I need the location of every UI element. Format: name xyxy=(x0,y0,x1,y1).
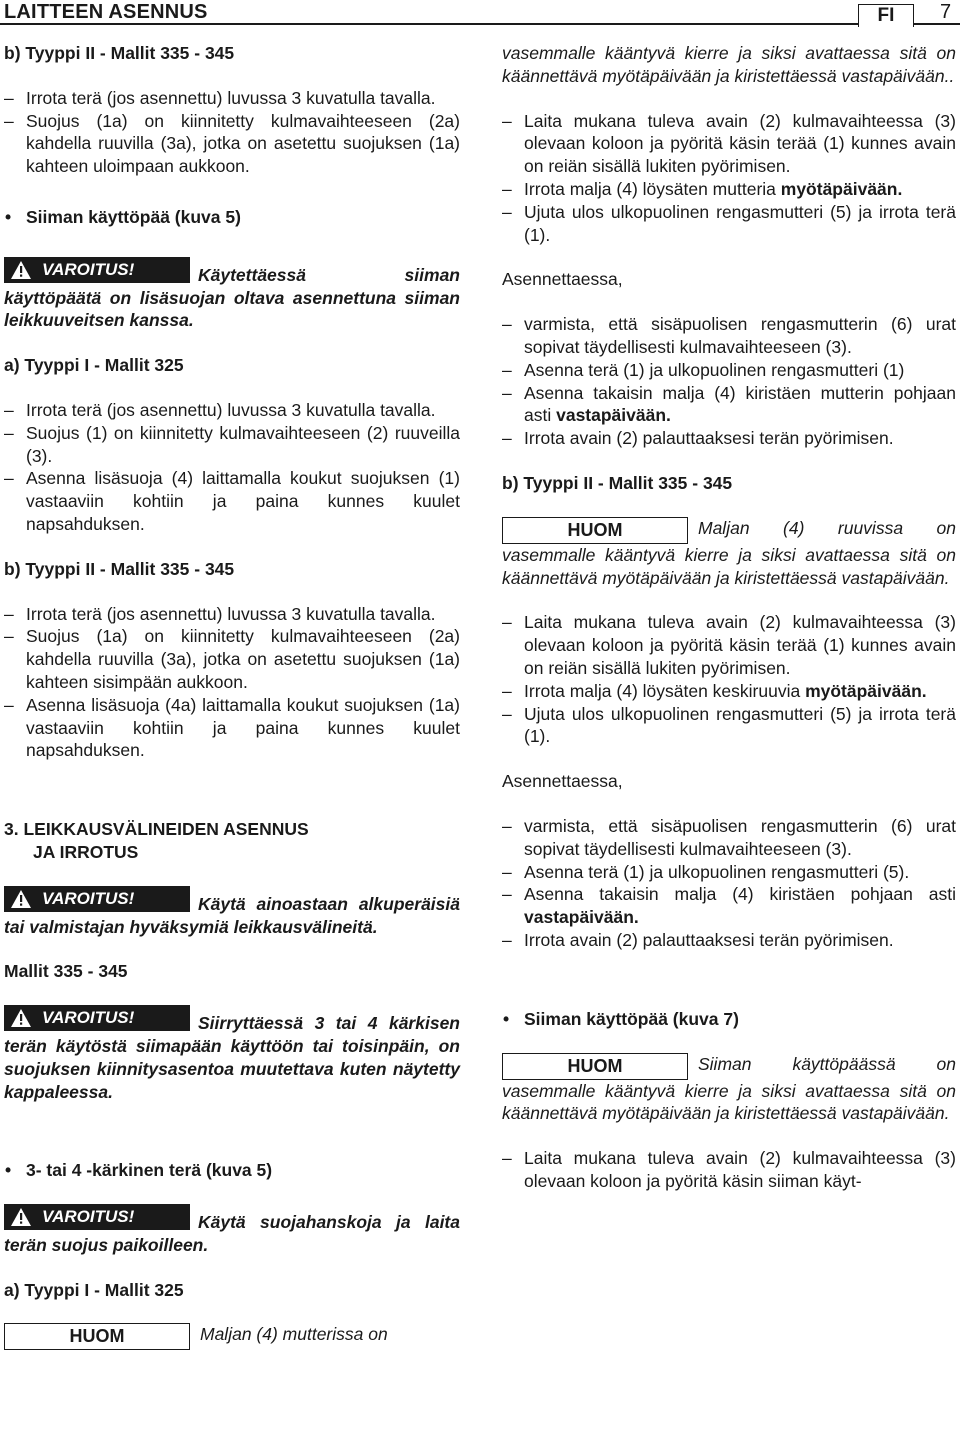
list-item-emphasis: vastapäivään. xyxy=(524,907,639,928)
list-item: – Suojus (1) on kiinnitetty kulmavaihteeseen (2) ruuveilla (3). xyxy=(4,422,460,468)
page-number: 7 xyxy=(940,1,952,23)
list-item xyxy=(502,178,956,201)
list-item: – varmista, että sisäpuolisen rengasmutterin (6) urat sopivat täydellisesti kulmavaihteeseen (3). xyxy=(502,815,956,861)
list-item xyxy=(502,680,956,703)
warning-note xyxy=(4,886,460,939)
chapter-heading-line: JA IRROTUS xyxy=(33,841,139,862)
warning-text: Käytä suojahanskoja ja laita terän suojus paikoilleen. xyxy=(4,1212,460,1255)
note-text: Siiman käyttöpäässä on vasemmalle kääntyvä kierre ja siksi avattaessa sitä on käännettävä myötäpäivään ja kiristettäessä vastapäivään. xyxy=(502,1053,956,1124)
note-text: Maljan (4) mutterissa on xyxy=(200,1324,388,1345)
warning-badge xyxy=(4,1204,190,1230)
warning-triangle-icon xyxy=(10,1207,32,1227)
page-header xyxy=(0,0,960,25)
bullet-heading: • 3- tai 4 -kärkinen terä (kuva 5) xyxy=(4,1159,460,1182)
section-heading: b) Tyyppi II - Mallit 335 - 345 xyxy=(4,558,235,579)
list-item: – Asenna terä (1) ja ulkopuolinen rengasmutteri (1) xyxy=(502,359,956,382)
list-item: – Laita mukana tuleva avain (2) kulmavaihteessa (3) olevaan koloon ja pyöritä käsin siiman käyt- xyxy=(502,1147,956,1193)
list-item: – varmista, että sisäpuolisen rengasmutterin (6) urat sopivat täydellisesti kulmavaihteeseen (3). xyxy=(502,313,956,359)
list-item: – Asenna lisäsuoja (4a) laittamalla koukut suojuksen (1a) vastaaviin kohtiin ja paina kunnes kuulet napsahduksen. xyxy=(4,694,460,762)
warning-text: Käytä ainoastaan alkuperäisiä tai valmistajan hyväksymiä leikkausvälineitä. xyxy=(4,893,460,937)
chapter-heading-line: 3. LEIKKAUSVÄLINEIDEN ASENNUS xyxy=(4,819,309,840)
list-item-emphasis: vastapäivään. xyxy=(556,405,671,426)
list-item: – Irrota terä (jos asennettu) luvussa 3 kuvatulla tavalla. xyxy=(4,87,460,110)
note-badge: HUOM xyxy=(502,1053,688,1080)
note-continuation: vasemmalle kääntyvä kierre ja siksi avattaessa sitä on käännettävä myötäpäivään ja kiristettäessä vastapäivään.. xyxy=(502,43,956,86)
warning-badge xyxy=(4,1005,190,1031)
list-item-text: Asenna takaisin malja (4) kiristäen mutterin pohjaan asti xyxy=(524,382,956,426)
warning-triangle-icon xyxy=(10,1008,32,1028)
warning-label: VAROITUS! xyxy=(42,259,135,279)
left-column xyxy=(4,42,460,1350)
warning-note xyxy=(4,1204,460,1257)
language-badge: FI xyxy=(858,4,914,27)
section-heading: a) Tyyppi I - Mallit 325 xyxy=(4,355,184,376)
list-item: – Ujuta ulos ulkopuolinen rengasmutteri (5) ja irrota terä (1). xyxy=(502,703,956,749)
warning-note xyxy=(4,257,460,332)
list-item xyxy=(502,382,956,428)
warning-label: VAROITUS! xyxy=(42,1008,135,1028)
list-item: – Laita mukana tuleva avain (2) kulmavaihteessa (3) olevaan koloon ja pyöritä käsin terää (1) kunnes avain on reiän sisällä lukiten pyörimisen. xyxy=(502,110,956,178)
page-title: LAITTEEN ASENNUS xyxy=(4,1,208,23)
warning-triangle-icon xyxy=(10,889,32,909)
list-item xyxy=(502,883,956,929)
chapter-heading xyxy=(4,818,460,864)
warning-text: Siirryttäessä 3 tai 4 kärkisen terän käytöstä siimapään käyttöön tai toisinpäin, on suojuksen kiinnitysasentoa muutettava kuten näytetty kappaleessa. xyxy=(4,1013,460,1102)
list-item: – Asenna lisäsuoja (4) laittamalla koukut suojuksen (1) vastaaviin kohtiin ja paina kunnes kuulet napsahduksen. xyxy=(4,467,460,535)
list-item-text: Irrota malja (4) löysäten keskiruuvia xyxy=(524,680,806,701)
note-text: Maljan (4) ruuvissa on vasemmalle kääntyvä kierre ja siksi avattaessa sitä on käännettävä myötäpäivään ja kiristettäessä vastapäivään. xyxy=(502,517,956,588)
note-badge: HUOM xyxy=(502,517,688,544)
paragraph: Asennettaessa, xyxy=(502,771,623,792)
list-item-text: Irrota malja (4) löysäten mutteria xyxy=(524,178,781,199)
warning-badge xyxy=(4,257,190,283)
bullet-heading: • Siiman käyttöpää (kuva 5) xyxy=(4,206,460,229)
list-item: – Irrota terä (jos asennettu) luvussa 3 kuvatulla tavalla. xyxy=(4,399,460,422)
list-item: – Suojus (1a) on kiinnitetty kulmavaihteeseen (2a) kahdella ruuvilla (3a), jotka on asetettu suojuksen (1a) kahteen uloimpaan aukkoon. xyxy=(4,110,460,178)
warning-label: VAROITUS! xyxy=(42,1207,135,1227)
bullet-heading: • Siiman käyttöpää (kuva 7) xyxy=(502,1008,956,1031)
list-item: – Suojus (1a) on kiinnitetty kulmavaihteeseen (2a) kahdella ruuvilla (3a), jotka on asetettu suojuksen (1a) kahteen sisimpään aukkoon. xyxy=(4,625,460,693)
note xyxy=(4,1323,460,1350)
paragraph: Asennettaessa, xyxy=(502,269,623,290)
list-item: – Ujuta ulos ulkopuolinen rengasmutteri (5) ja irrota terä (1). xyxy=(502,201,956,247)
list-item: – Laita mukana tuleva avain (2) kulmavaihteessa (3) olevaan koloon ja pyöritä käsin terää (1) kunnes avain on reiän sisällä lukiten pyörimisen. xyxy=(502,611,956,679)
note xyxy=(502,517,956,590)
list-item: – Irrota terä (jos asennettu) luvussa 3 kuvatulla tavalla. xyxy=(4,603,460,626)
warning-label: VAROITUS! xyxy=(42,888,135,908)
section-heading: a) Tyyppi I - Mallit 325 xyxy=(4,1279,184,1300)
list-item-emphasis: myötäpäivään. xyxy=(805,680,927,701)
list-item-emphasis: myötäpäivään. xyxy=(780,178,903,199)
warning-text: Käytettäessä siiman käyttöpäätä on lisäsuojan oltava asennettuna siiman leikkuuveitsen kanssa. xyxy=(4,264,460,331)
warning-triangle-icon xyxy=(10,260,32,280)
warning-note xyxy=(4,1005,460,1103)
list-item: – Irrota avain (2) palauttaaksesi terän pyörimisen. xyxy=(502,929,956,952)
section-heading: b) Tyyppi II - Mallit 335 - 345 xyxy=(4,43,235,63)
list-item-text: Asenna takaisin malja (4) kiristäen pohjaan asti xyxy=(524,884,956,905)
list-item: – Irrota avain (2) palauttaaksesi terän pyörimisen. xyxy=(502,427,956,450)
list-item: – Asenna terä (1) ja ulkopuolinen rengasmutteri (5). xyxy=(502,861,956,884)
right-column xyxy=(502,42,956,1193)
note-badge: HUOM xyxy=(4,1323,190,1350)
note xyxy=(502,1053,956,1126)
section-heading: b) Tyyppi II - Mallit 335 - 345 xyxy=(502,472,733,493)
section-heading: Mallit 335 - 345 xyxy=(4,961,128,982)
warning-badge xyxy=(4,886,190,912)
